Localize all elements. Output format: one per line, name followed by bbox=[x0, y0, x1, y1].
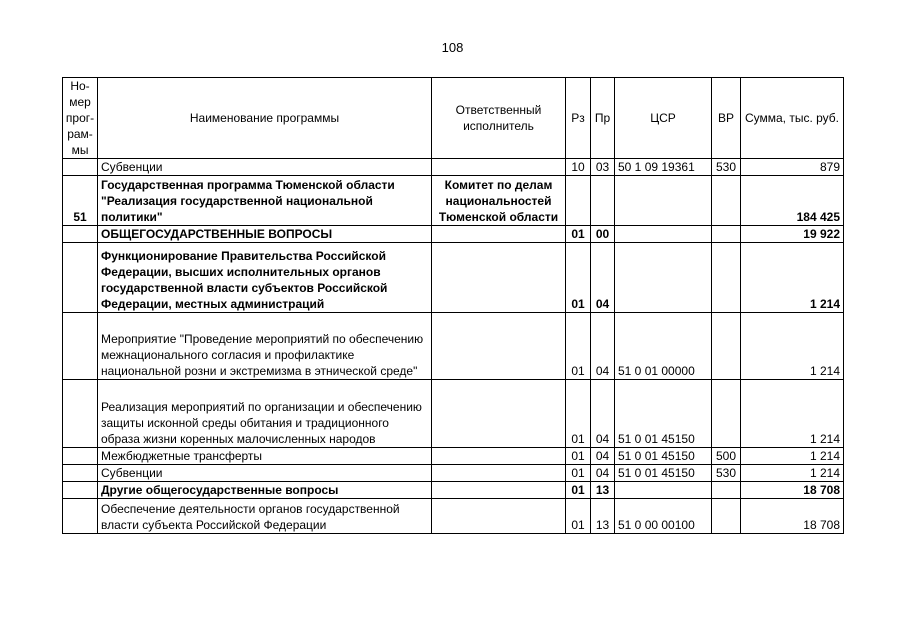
header-num: Но-мер прог-рам-мы bbox=[63, 78, 98, 159]
header-name: Наименование программы bbox=[98, 78, 432, 159]
cell-vr bbox=[712, 313, 741, 380]
cell-num bbox=[63, 465, 98, 482]
cell-num: 51 bbox=[63, 176, 98, 226]
cell-name: Функционирование Правительства Российской Федерации, высших исполнительных органов государственной власти субъектов Российской Федерации, местных администраций bbox=[98, 243, 432, 313]
table-row bbox=[63, 313, 844, 380]
cell-num bbox=[63, 159, 98, 176]
budget-table bbox=[62, 77, 844, 534]
cell-num bbox=[63, 482, 98, 499]
cell-executor: Комитет по делам национальностей Тюменской области bbox=[432, 176, 566, 226]
cell-pr: 13 bbox=[591, 482, 615, 499]
cell-pr: 04 bbox=[591, 380, 615, 448]
cell-name: Субвенции bbox=[98, 465, 432, 482]
cell-executor bbox=[432, 448, 566, 465]
header-csr: ЦСР bbox=[615, 78, 712, 159]
cell-rz bbox=[566, 176, 591, 226]
cell-num bbox=[63, 313, 98, 380]
cell-name: Мероприятие "Проведение мероприятий по обеспечению межнационального согласия и профилактике национальной розни и экстремизма в этнической среде" bbox=[98, 313, 432, 380]
cell-csr: 51 0 00 00100 bbox=[615, 499, 712, 534]
header-executor: Ответственный исполнитель bbox=[432, 78, 566, 159]
cell-csr: 51 0 01 45150 bbox=[615, 465, 712, 482]
cell-pr: 04 bbox=[591, 465, 615, 482]
table-row bbox=[63, 465, 844, 482]
cell-executor bbox=[432, 380, 566, 448]
cell-rz: 01 bbox=[566, 243, 591, 313]
cell-csr bbox=[615, 176, 712, 226]
cell-num bbox=[63, 226, 98, 243]
table-row bbox=[63, 226, 844, 243]
cell-executor bbox=[432, 313, 566, 380]
cell-executor bbox=[432, 159, 566, 176]
cell-pr: 04 bbox=[591, 243, 615, 313]
cell-vr bbox=[712, 176, 741, 226]
cell-pr: 03 bbox=[591, 159, 615, 176]
cell-executor bbox=[432, 482, 566, 499]
table-row bbox=[63, 482, 844, 499]
cell-name: Другие общегосударственные вопросы bbox=[98, 482, 432, 499]
cell-vr: 500 bbox=[712, 448, 741, 465]
cell-name: Субвенции bbox=[98, 159, 432, 176]
table-row bbox=[63, 243, 844, 313]
cell-rz: 01 bbox=[566, 482, 591, 499]
cell-name: Обеспечение деятельности органов государственной власти субъекта Российской Федерации bbox=[98, 499, 432, 534]
cell-csr: 50 1 09 19361 bbox=[615, 159, 712, 176]
cell-name: Государственная программа Тюменской области "Реализация государственной национальной политики" bbox=[98, 176, 432, 226]
cell-pr: 13 bbox=[591, 499, 615, 534]
cell-pr: 04 bbox=[591, 313, 615, 380]
cell-executor bbox=[432, 465, 566, 482]
cell-rz: 10 bbox=[566, 159, 591, 176]
cell-vr bbox=[712, 499, 741, 534]
cell-sum: 1 214 bbox=[741, 465, 844, 482]
cell-rz: 01 bbox=[566, 465, 591, 482]
header-rz: Рз bbox=[566, 78, 591, 159]
table-row bbox=[63, 448, 844, 465]
cell-pr: 00 bbox=[591, 226, 615, 243]
table-row bbox=[63, 380, 844, 448]
cell-vr bbox=[712, 243, 741, 313]
cell-name: Межбюджетные трансферты bbox=[98, 448, 432, 465]
cell-vr: 530 bbox=[712, 159, 741, 176]
cell-vr bbox=[712, 482, 741, 499]
cell-sum: 1 214 bbox=[741, 448, 844, 465]
cell-num bbox=[63, 380, 98, 448]
cell-num bbox=[63, 499, 98, 534]
cell-name: Реализация мероприятий по организации и обеспечению защиты исконной среды обитания и традиционного образа жизни коренных малочисленных народов bbox=[98, 380, 432, 448]
header-vr: ВР bbox=[712, 78, 741, 159]
cell-pr bbox=[591, 176, 615, 226]
cell-csr bbox=[615, 226, 712, 243]
cell-vr bbox=[712, 380, 741, 448]
cell-rz: 01 bbox=[566, 499, 591, 534]
cell-vr bbox=[712, 226, 741, 243]
cell-sum: 18 708 bbox=[741, 499, 844, 534]
cell-sum: 1 214 bbox=[741, 243, 844, 313]
cell-rz: 01 bbox=[566, 313, 591, 380]
table-row bbox=[63, 499, 844, 534]
cell-csr bbox=[615, 482, 712, 499]
header-pr: Пр bbox=[591, 78, 615, 159]
cell-csr bbox=[615, 243, 712, 313]
table-row bbox=[63, 176, 844, 226]
cell-num bbox=[63, 243, 98, 313]
cell-vr: 530 bbox=[712, 465, 741, 482]
cell-rz: 01 bbox=[566, 226, 591, 243]
cell-csr: 51 0 01 00000 bbox=[615, 313, 712, 380]
header-sum: Сумма, тыс. руб. bbox=[741, 78, 844, 159]
cell-executor bbox=[432, 243, 566, 313]
cell-executor bbox=[432, 499, 566, 534]
cell-sum: 184 425 bbox=[741, 176, 844, 226]
cell-sum: 19 922 bbox=[741, 226, 844, 243]
cell-num bbox=[63, 448, 98, 465]
cell-csr: 51 0 01 45150 bbox=[615, 448, 712, 465]
table-header-row bbox=[63, 78, 844, 159]
cell-rz: 01 bbox=[566, 380, 591, 448]
page-number: 108 bbox=[441, 40, 464, 55]
cell-csr: 51 0 01 45150 bbox=[615, 380, 712, 448]
cell-executor bbox=[432, 226, 566, 243]
cell-sum: 18 708 bbox=[741, 482, 844, 499]
table-row bbox=[63, 159, 844, 176]
cell-rz: 01 bbox=[566, 448, 591, 465]
cell-sum: 1 214 bbox=[741, 313, 844, 380]
cell-pr: 04 bbox=[591, 448, 615, 465]
cell-sum: 879 bbox=[741, 159, 844, 176]
cell-name: ОБЩЕГОСУДАРСТВЕННЫЕ ВОПРОСЫ bbox=[98, 226, 432, 243]
cell-sum: 1 214 bbox=[741, 380, 844, 448]
